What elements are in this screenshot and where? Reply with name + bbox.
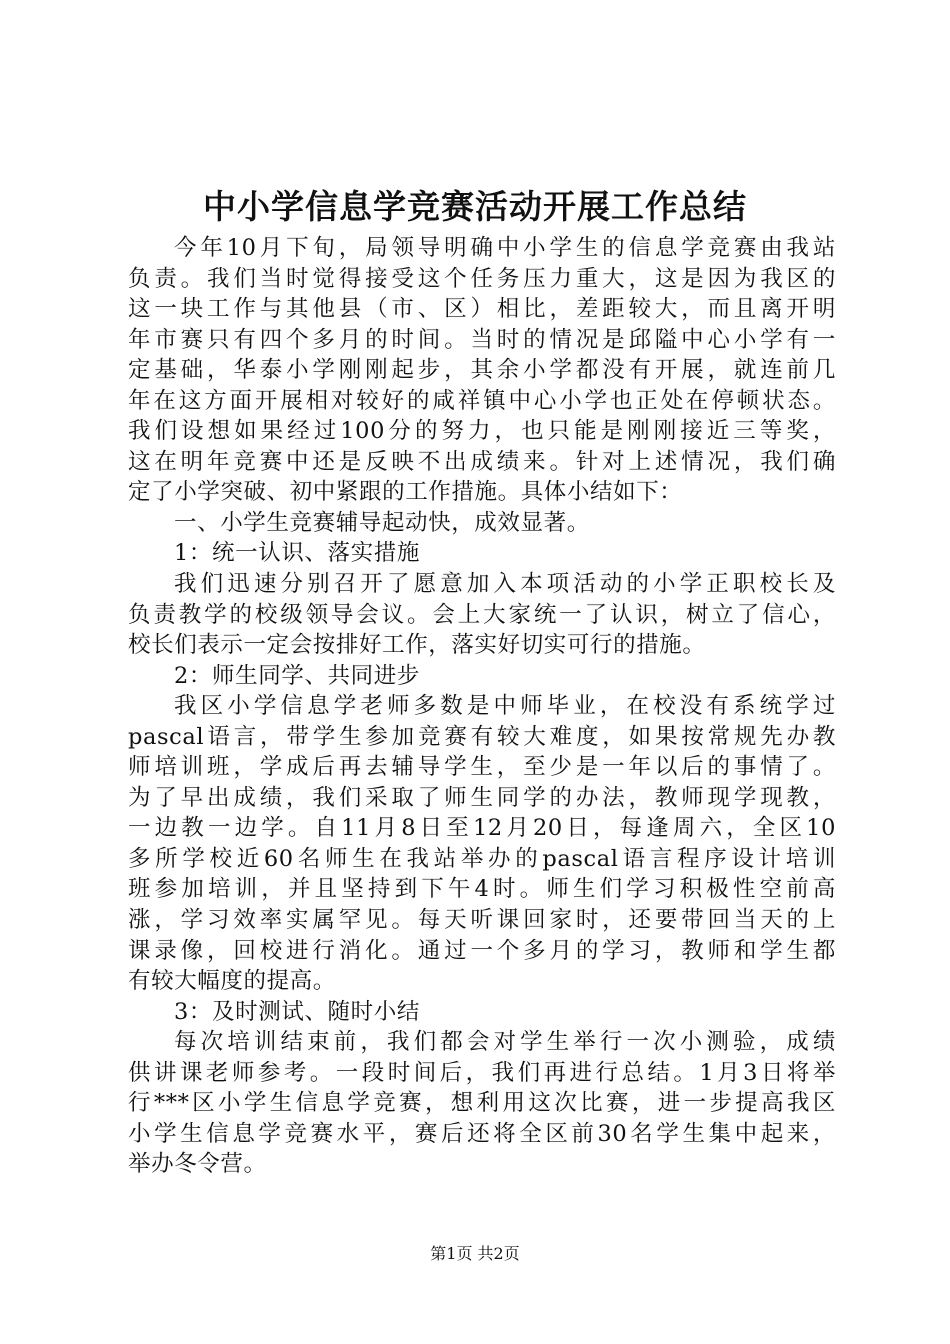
text-line: 每次培训结束前，我们都会对学生举行一次小测验，成绩	[174, 1029, 836, 1056]
text-line: 供讲课老师参考。一段时间后，我们再进行总结。1月3日将举	[128, 1059, 836, 1086]
page-footer: 第1页 共2页	[430, 1244, 520, 1263]
text-line: 我区小学信息学老师多数是中师毕业，在校没有系统学过	[174, 693, 836, 720]
text-line: 有较大幅度的提高。	[128, 968, 336, 995]
text-line: 年在这方面开展相对较好的咸祥镇中心小学也正处在停顿状态。	[128, 387, 836, 414]
text-line: 负责教学的校级领导会议。会上大家统一了认识，树立了信心，	[128, 601, 836, 628]
text-line: 师培训班，学成后再去辅导学生，至少是一年以后的事情了。	[128, 754, 836, 781]
text-line: pascal语言，带学生参加竞赛有较大难度，如果按常规先办教	[128, 723, 836, 750]
text-line: 3：及时测试、随时小结	[174, 998, 420, 1025]
text-line: 今年10月下旬，局领导明确中小学生的信息学竞赛由我站	[174, 235, 836, 261]
text-line: 举办冬令营。	[128, 1151, 267, 1178]
text-line: 1：统一认识、落实措施	[174, 540, 420, 567]
text-line: 多所学校近60名师生在我站举办的pascal语言程序设计培训	[128, 845, 836, 872]
text-line: 校长们表示一定会按排好工作，落实好切实可行的措施。	[128, 632, 706, 659]
document-title: 中小学信息学竞赛活动开展工作总结	[203, 187, 747, 226]
text-line: 负责。我们当时觉得接受这个任务压力重大，这是因为我区的	[128, 265, 836, 292]
text-line: 为了早出成绩，我们采取了师生同学的办法，教师现学现教，	[128, 784, 836, 811]
text-line: 定了小学突破、初中紧跟的工作措施。具体小结如下：	[128, 479, 683, 506]
text-line: 这一块工作与其他县（市、区）相比，差距较大，而且离开明	[128, 296, 836, 323]
text-line: 课录像，回校进行消化。通过一个多月的学习，教师和学生都	[128, 937, 836, 964]
text-line: 定基础，华泰小学刚刚起步，其余小学都没有开展，就连前几	[128, 357, 836, 384]
text-line: 小学生信息学竞赛水平，赛后还将全区前30名学生集中起来，	[128, 1120, 836, 1147]
text-line: 这在明年竞赛中还是反映不出成绩来。针对上述情况，我们确	[128, 448, 836, 475]
text-line: 涨，学习效率实属罕见。每天听课回家时，还要带回当天的上	[128, 907, 836, 934]
text-line: 一、小学生竞赛辅导起动快，成效显著。	[174, 509, 590, 536]
text-line: 行***区小学生信息学竞赛，想利用这次比赛，进一步提高我区	[128, 1090, 836, 1117]
text-line: 一边教一边学。自11月8日至12月20日，每逢周六，全区10	[128, 815, 836, 842]
document-body	[128, 233, 836, 1180]
text-line: 年市赛只有四个多月的时间。当时的情况是邱隘中心小学有一	[128, 326, 836, 353]
text-line: 我们迅速分别召开了愿意加入本项活动的小学正职校长及	[174, 571, 836, 598]
text-line: 2：师生同学、共同进步	[174, 662, 420, 689]
text-line: 我们设想如果经过100分的努力，也只能是刚刚接近三等奖，	[128, 418, 836, 445]
text-line: 班参加培训，并且坚持到下午4时。师生们学习积极性空前高	[128, 876, 836, 903]
